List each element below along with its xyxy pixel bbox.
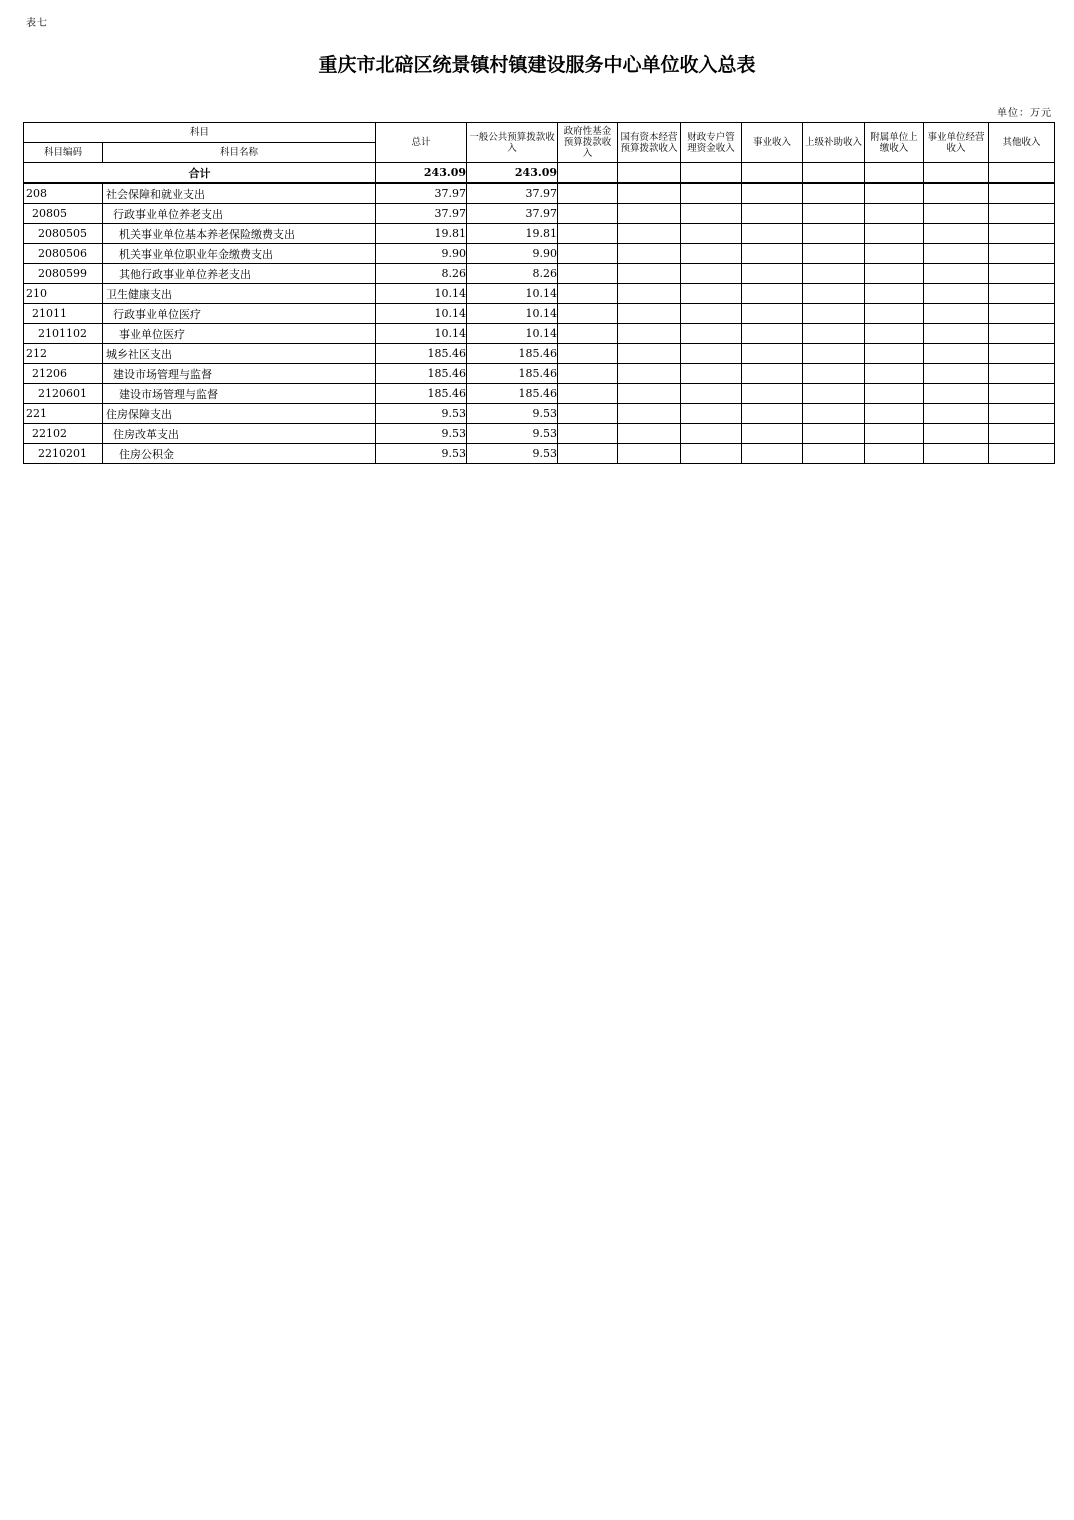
total-label: 合计 <box>24 163 376 184</box>
empty-cell <box>618 204 681 224</box>
total-amount: 9.53 <box>376 444 467 464</box>
empty-cell <box>924 324 989 344</box>
empty-cell <box>803 264 865 284</box>
header-code: 科目编码 <box>24 143 103 163</box>
empty-cell <box>618 163 681 184</box>
empty-cell <box>989 324 1055 344</box>
empty-cell <box>558 204 618 224</box>
empty-cell <box>618 304 681 324</box>
empty-cell <box>681 204 742 224</box>
empty-cell <box>681 344 742 364</box>
general-budget-amount: 9.53 <box>467 444 558 464</box>
empty-cell <box>618 344 681 364</box>
general-budget-amount: 9.90 <box>467 244 558 264</box>
empty-cell <box>742 344 803 364</box>
empty-cell <box>558 304 618 324</box>
subject-code: 221 <box>24 404 103 424</box>
general-budget-amount: 185.46 <box>467 344 558 364</box>
empty-cell <box>558 163 618 184</box>
empty-cell <box>618 444 681 464</box>
empty-cell <box>989 344 1055 364</box>
empty-cell <box>803 404 865 424</box>
table-row <box>24 304 1055 324</box>
empty-cell <box>803 344 865 364</box>
table-row <box>24 183 1055 204</box>
empty-cell <box>558 284 618 304</box>
total-amount: 37.97 <box>376 183 467 204</box>
empty-cell <box>865 183 924 204</box>
empty-cell <box>989 224 1055 244</box>
header-special-account: 财政专户管理资金收入 <box>681 123 742 163</box>
empty-cell <box>989 404 1055 424</box>
empty-cell <box>558 183 618 204</box>
subject-code: 2120601 <box>24 384 103 404</box>
empty-cell <box>618 384 681 404</box>
empty-cell <box>924 344 989 364</box>
header-operating-income: 事业单位经营收入 <box>924 123 989 163</box>
empty-cell <box>803 183 865 204</box>
empty-cell <box>865 384 924 404</box>
empty-cell <box>742 424 803 444</box>
subject-code: 2080599 <box>24 264 103 284</box>
header-subordinate-income: 附属单位上缴收入 <box>865 123 924 163</box>
total-amount: 19.81 <box>376 224 467 244</box>
empty-cell <box>558 344 618 364</box>
empty-cell <box>681 304 742 324</box>
empty-cell <box>742 183 803 204</box>
empty-cell <box>742 324 803 344</box>
total-amount: 185.46 <box>376 384 467 404</box>
table-row <box>24 444 1055 464</box>
subject-name: 行政事业单位养老支出 <box>103 204 376 224</box>
subject-code: 2080505 <box>24 224 103 244</box>
empty-cell <box>989 364 1055 384</box>
income-summary-table <box>23 122 1055 464</box>
empty-cell <box>803 204 865 224</box>
subject-code: 212 <box>24 344 103 364</box>
sheet-label: 表七 <box>26 18 48 29</box>
total-general-amount: 243.09 <box>467 163 558 184</box>
empty-cell <box>989 183 1055 204</box>
total-amount: 9.90 <box>376 244 467 264</box>
empty-cell <box>924 384 989 404</box>
empty-cell <box>742 163 803 184</box>
total-row <box>24 163 1055 184</box>
empty-cell <box>558 424 618 444</box>
empty-cell <box>618 264 681 284</box>
subject-code: 21011 <box>24 304 103 324</box>
empty-cell <box>865 304 924 324</box>
empty-cell <box>681 224 742 244</box>
header-name: 科目名称 <box>103 143 376 163</box>
table-row <box>24 424 1055 444</box>
empty-cell <box>742 224 803 244</box>
subject-code: 210 <box>24 284 103 304</box>
table-row <box>24 224 1055 244</box>
total-amount: 243.09 <box>376 163 467 184</box>
empty-cell <box>924 304 989 324</box>
subject-code: 2101102 <box>24 324 103 344</box>
subject-code: 22102 <box>24 424 103 444</box>
empty-cell <box>742 384 803 404</box>
empty-cell <box>924 404 989 424</box>
empty-cell <box>558 444 618 464</box>
empty-cell <box>558 404 618 424</box>
empty-cell <box>924 244 989 264</box>
empty-cell <box>924 163 989 184</box>
general-budget-amount: 19.81 <box>467 224 558 244</box>
total-amount: 9.53 <box>376 424 467 444</box>
empty-cell <box>989 204 1055 224</box>
empty-cell <box>742 264 803 284</box>
empty-cell <box>803 284 865 304</box>
empty-cell <box>803 304 865 324</box>
table-row <box>24 324 1055 344</box>
table-row <box>24 344 1055 364</box>
general-budget-amount: 10.14 <box>467 304 558 324</box>
empty-cell <box>803 163 865 184</box>
empty-cell <box>618 424 681 444</box>
subject-code: 2080506 <box>24 244 103 264</box>
empty-cell <box>681 183 742 204</box>
empty-cell <box>989 264 1055 284</box>
empty-cell <box>618 183 681 204</box>
header-gov-fund: 政府性基金预算拨款收入 <box>558 123 618 163</box>
subject-code: 20805 <box>24 204 103 224</box>
empty-cell <box>924 284 989 304</box>
empty-cell <box>865 444 924 464</box>
empty-cell <box>558 264 618 284</box>
empty-cell <box>618 404 681 424</box>
subject-name: 卫生健康支出 <box>103 284 376 304</box>
empty-cell <box>803 424 865 444</box>
table-row <box>24 204 1055 224</box>
subject-name: 住房保障支出 <box>103 404 376 424</box>
empty-cell <box>681 404 742 424</box>
empty-cell <box>803 244 865 264</box>
total-amount: 185.46 <box>376 344 467 364</box>
table-row <box>24 264 1055 284</box>
total-amount: 185.46 <box>376 364 467 384</box>
total-amount: 10.14 <box>376 324 467 344</box>
empty-cell <box>865 244 924 264</box>
header-state-capital: 国有资本经营预算拨款收入 <box>618 123 681 163</box>
empty-cell <box>681 264 742 284</box>
empty-cell <box>924 224 989 244</box>
header-business-income: 事业收入 <box>742 123 803 163</box>
subject-name: 行政事业单位医疗 <box>103 304 376 324</box>
empty-cell <box>742 364 803 384</box>
general-budget-amount: 9.53 <box>467 424 558 444</box>
table-row <box>24 404 1055 424</box>
empty-cell <box>742 444 803 464</box>
empty-cell <box>681 364 742 384</box>
empty-cell <box>924 424 989 444</box>
empty-cell <box>989 163 1055 184</box>
empty-cell <box>558 324 618 344</box>
empty-cell <box>803 364 865 384</box>
empty-cell <box>865 264 924 284</box>
header-other-income: 其他收入 <box>989 123 1055 163</box>
header-subject: 科目 <box>24 123 376 143</box>
empty-cell <box>803 384 865 404</box>
empty-cell <box>989 304 1055 324</box>
subject-name: 机关事业单位基本养老保险缴费支出 <box>103 224 376 244</box>
total-amount: 10.14 <box>376 304 467 324</box>
empty-cell <box>865 224 924 244</box>
total-amount: 8.26 <box>376 264 467 284</box>
empty-cell <box>558 364 618 384</box>
empty-cell <box>924 204 989 224</box>
empty-cell <box>681 163 742 184</box>
subject-name: 住房公积金 <box>103 444 376 464</box>
empty-cell <box>924 183 989 204</box>
general-budget-amount: 9.53 <box>467 404 558 424</box>
header-general-budget: 一般公共预算拨款收入 <box>467 123 558 163</box>
empty-cell <box>558 224 618 244</box>
header-superior-subsidy: 上级补助收入 <box>803 123 865 163</box>
empty-cell <box>681 324 742 344</box>
subject-name: 住房改革支出 <box>103 424 376 444</box>
table-row <box>24 384 1055 404</box>
empty-cell <box>558 384 618 404</box>
empty-cell <box>989 384 1055 404</box>
empty-cell <box>618 244 681 264</box>
empty-cell <box>924 364 989 384</box>
empty-cell <box>681 244 742 264</box>
total-amount: 10.14 <box>376 284 467 304</box>
empty-cell <box>865 424 924 444</box>
empty-cell <box>681 444 742 464</box>
table-row <box>24 284 1055 304</box>
empty-cell <box>618 284 681 304</box>
subject-code: 21206 <box>24 364 103 384</box>
general-budget-amount: 37.97 <box>467 204 558 224</box>
empty-cell <box>989 284 1055 304</box>
page-title: 重庆市北碚区统景镇村镇建设服务中心单位收入总表 <box>318 54 756 76</box>
empty-cell <box>989 424 1055 444</box>
empty-cell <box>681 384 742 404</box>
subject-name: 机关事业单位职业年金缴费支出 <box>103 244 376 264</box>
subject-name: 城乡社区支出 <box>103 344 376 364</box>
header-total: 总计 <box>376 123 467 163</box>
empty-cell <box>742 284 803 304</box>
empty-cell <box>865 163 924 184</box>
general-budget-amount: 37.97 <box>467 183 558 204</box>
empty-cell <box>803 224 865 244</box>
empty-cell <box>618 364 681 384</box>
subject-name: 建设市场管理与监督 <box>103 364 376 384</box>
empty-cell <box>618 324 681 344</box>
empty-cell <box>558 244 618 264</box>
empty-cell <box>865 324 924 344</box>
empty-cell <box>989 244 1055 264</box>
general-budget-amount: 185.46 <box>467 364 558 384</box>
empty-cell <box>803 444 865 464</box>
empty-cell <box>742 244 803 264</box>
total-amount: 9.53 <box>376 404 467 424</box>
subject-code: 208 <box>24 183 103 204</box>
empty-cell <box>865 204 924 224</box>
subject-name: 其他行政事业单位养老支出 <box>103 264 376 284</box>
subject-code: 2210201 <box>24 444 103 464</box>
empty-cell <box>742 304 803 324</box>
empty-cell <box>865 364 924 384</box>
empty-cell <box>865 404 924 424</box>
general-budget-amount: 185.46 <box>467 384 558 404</box>
total-amount: 37.97 <box>376 204 467 224</box>
table-row <box>24 364 1055 384</box>
empty-cell <box>803 324 865 344</box>
empty-cell <box>924 444 989 464</box>
empty-cell <box>681 424 742 444</box>
general-budget-amount: 10.14 <box>467 324 558 344</box>
empty-cell <box>681 284 742 304</box>
empty-cell <box>742 404 803 424</box>
empty-cell <box>989 444 1055 464</box>
subject-name: 社会保障和就业支出 <box>103 183 376 204</box>
subject-name: 建设市场管理与监督 <box>103 384 376 404</box>
empty-cell <box>865 284 924 304</box>
empty-cell <box>865 344 924 364</box>
general-budget-amount: 8.26 <box>467 264 558 284</box>
empty-cell <box>742 204 803 224</box>
empty-cell <box>924 264 989 284</box>
unit-label: 单位：万元 <box>997 108 1052 119</box>
subject-name: 事业单位医疗 <box>103 324 376 344</box>
empty-cell <box>618 224 681 244</box>
general-budget-amount: 10.14 <box>467 284 558 304</box>
table-row <box>24 244 1055 264</box>
